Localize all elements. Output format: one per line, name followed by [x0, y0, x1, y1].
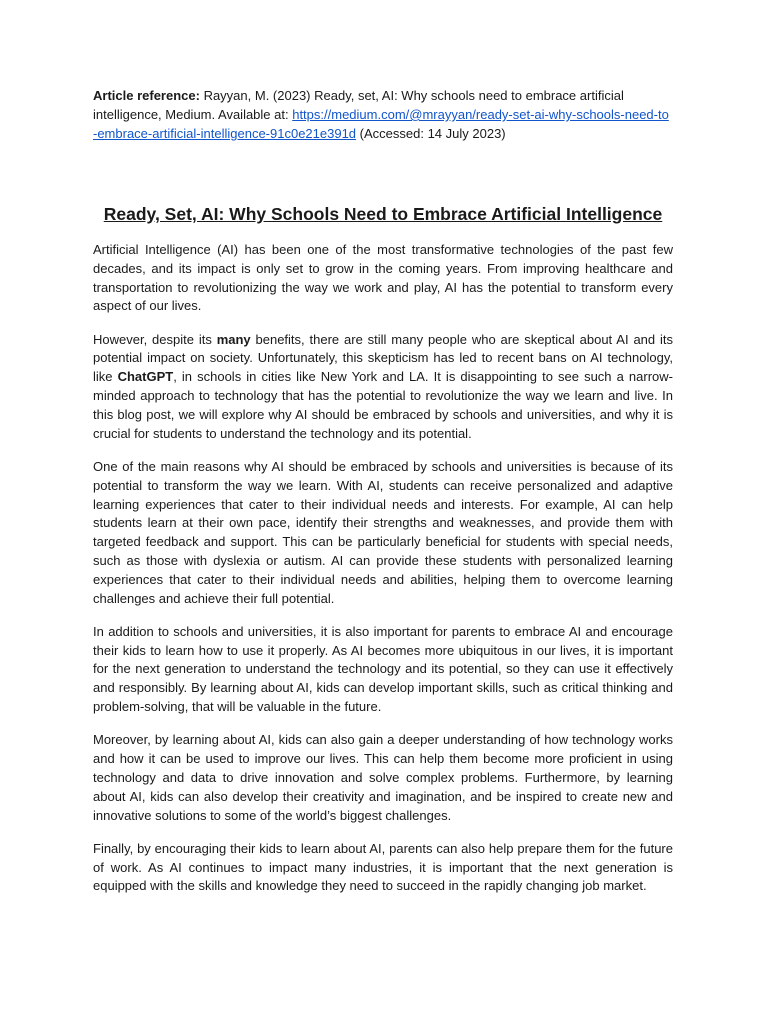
reference-citation: Rayyan, M. (2023) Ready, set, AI: Why schools need to embrace artificial intelligence, Medium. Available at:: [93, 88, 624, 122]
paragraph-future-work: Finally, by encouraging their kids to learn about AI, parents can also help prepare them for the future of work. As AI continues to impact many industries, it is important that the next generation is equipped with the skills and knowledge they need to succeed in the rapidly changing job market.: [93, 840, 673, 894]
reference-label: Article reference:: [93, 88, 200, 103]
paragraph-technology: Moreover, by learning about AI, kids can also gain a deeper understanding of how technology works and how it can be used to improve our lives. This can help them become more proficient in using technology and data to drive innovation and solve complex problems. Furthermore, by learning about AI, kids can also develop their creativity and imagination, and be inspired to create new and innovative solutions to some of the world’s biggest challenges.: [93, 732, 673, 823]
article-reference: [93, 86, 673, 143]
bold-text: many: [216, 331, 251, 347]
article-body: [93, 241, 673, 911]
paragraph-skepticism: [93, 331, 673, 444]
paragraph-text: However, despite its: [93, 331, 217, 347]
bold-text: ChatGPT: [117, 369, 174, 385]
document-page: [93, 86, 673, 894]
paragraph-parents: In addition to schools and universities, it is also important for parents to embrace AI and encourage their kids to learn how to use it properly. As AI becomes more ubiquitous in our lives, it is important for the next generation to understand the technology and its potential, so they can use it effectively and responsibly. By learning about AI, kids can develop important skills, such as critical thinking and problem-solving, that will be valuable in the future.: [93, 623, 673, 715]
article-title: Ready, Set, AI: Why Schools Need to Embrace Artificial Intelligence: [103, 204, 663, 224]
paragraph-intro: Artificial Intelligence (AI) has been one of the most transformative technologies of the past few decades, and its impact is only set to grow in the coming years. From improving healthcare and transportation to revolutionizing the way we work and play, AI has the potential to transform every aspect of our lives.: [93, 242, 673, 314]
paragraph-learning: One of the main reasons why AI should be embraced by schools and universities is because of its potential to transform the way we learn. With AI, students can receive personalized and adaptive learning experiences that cater to their individual needs and interests. For example, AI can help students learn at their own pace, identify their strengths and weaknesses, and provide them with targeted feedback and support. This can be particularly beneficial for students with special needs, such as those with dyslexia or autism. AI can provide these students with personalized learning experiences that cater to their individual needs and abilities, helping them to overcome learning challenges and achieve their full potential.: [93, 458, 673, 606]
reference-link[interactable]: https://medium.com/@mrayyan/ready-set-ai-why-schools-need-to-embrace-artificial-intelligence-91c0e21e391d: [93, 107, 669, 141]
reference-accessed: (Accessed: 14 July 2023): [356, 126, 506, 141]
paragraph-text: benefits, there are still many people who are skeptical about AI and its potential impact on society. Unfortunately, this skepticism has led to recent bans on AI technology, like: [93, 331, 673, 385]
paragraph-text: , in schools in cities like New York and LA. It is disappointing to see such a narrow-minded approach to technology that has the potential to revolutionize the way we learn and live. In this blog post, we will explore why AI should be embraced by schools and universities, and why it is crucial for students to understand the technology and its potential.: [93, 369, 673, 441]
